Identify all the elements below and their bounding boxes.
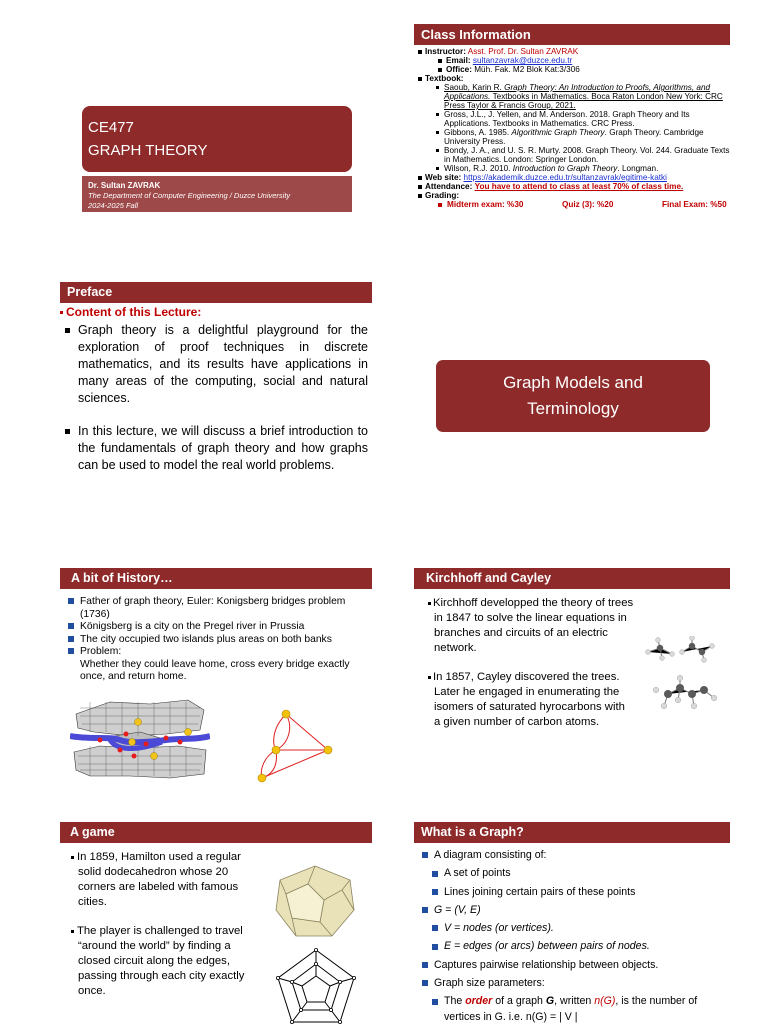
textbook-item: Gibbons, A. 1985. Algorithmic Graph Theory. Graph Theory. Cambridge University Press. <box>414 128 732 146</box>
section-title-line1: Graph Models and <box>503 373 643 392</box>
history-list <box>66 596 372 684</box>
section-title-line2: Terminology <box>527 399 619 418</box>
history-heading: A bit of History… <box>60 568 372 589</box>
what-graph-list <box>416 846 730 1024</box>
what-graph-item: E = edges (or arcs) between pairs of nodes. <box>416 937 730 955</box>
what-graph-item: Lines joining certain pairs of these points <box>416 883 730 901</box>
grade-final: Final Exam: %50 <box>662 200 727 209</box>
section-box <box>436 360 710 432</box>
game-slide <box>60 822 374 1024</box>
game-heading: A game <box>60 822 372 843</box>
course-code: CE477 <box>88 119 134 136</box>
grade-quiz: Quiz (3): %20 <box>562 200 614 209</box>
kirchhoff-body <box>424 596 634 730</box>
website-label: Web site: <box>425 173 462 182</box>
kirchhoff-heading: Kirchhoff and Cayley <box>414 568 730 589</box>
grading-row <box>414 191 732 200</box>
office-value: Müh. Fak. M2 Blok Kat:3/306 <box>474 65 580 74</box>
kirchhoff-paragraph: Kirchhoff developped the theory of trees in 1847 to solve the linear equations in branches and circuits of an electric network. <box>424 596 634 656</box>
konigsberg-graph <box>248 704 338 784</box>
class-info-heading: Class Information <box>414 24 730 45</box>
preface-list <box>60 322 368 474</box>
textbook-item: Wilson, R.J. 2010. Introduction to Graph Theory. Longman. <box>414 164 732 173</box>
kirchhoff-slide <box>414 568 732 786</box>
cayley-paragraph: In 1857, Cayley discovered the trees. Later he engaged in enumerating the isomers of saturated hyrocarbons with a given number of carbon atoms. <box>424 670 634 730</box>
preface-item: Graph theory is a delightful playground for the exploration of proof techniques in discrete mathematics, and its results have applications in many areas of the computing, social and natural sciences. <box>60 322 368 407</box>
attendance-text: You have to attend to class at least 70% of class time. <box>474 182 684 191</box>
dodecahedron-graph <box>274 948 358 1024</box>
what-graph-item: V = nodes (or vertices). <box>416 919 730 937</box>
what-graph-item: The order of a graph G, written n(G), is the number of <box>416 992 730 1010</box>
game-paragraph: The player is challenged to travel “around the world” by finding a closed circuit along the edges, passing through each city exactly once. <box>68 924 260 999</box>
title-box <box>82 106 352 172</box>
history-item: Father of graph theory, Euler: Konigsberg bridges problem (1736) <box>66 596 372 621</box>
grade-midterm: Midterm exam: %30 <box>447 200 524 209</box>
section-slide <box>436 360 712 434</box>
author-name: Dr. Sultan ZAVRAK <box>88 181 161 190</box>
game-paragraph: In 1859, Hamilton used a regular solid dodecahedron whose 20 corners are labeled with famous cities. <box>68 850 260 910</box>
content-label: Content of this Lecture: <box>60 305 201 319</box>
instructor-row <box>414 47 732 56</box>
preface-heading: Preface <box>60 282 372 303</box>
textbook-item: Gross, J.L., J. Yellen, and M. Anderson. 2018. Graph Theory and Its Applications. Textbooks in Mathematics. CRC Press. <box>414 110 732 128</box>
what-graph-item: A set of points <box>416 864 730 882</box>
dodecahedron-solid <box>272 864 358 940</box>
course-title: GRAPH THEORY <box>88 142 208 159</box>
preface-slide <box>60 282 374 492</box>
office-label: Office: <box>446 65 472 74</box>
history-item: Königsberg is a city on the Pregel river in Prussia <box>66 621 372 634</box>
history-item: Problem: <box>66 646 372 659</box>
what-graph-slide <box>414 822 732 1024</box>
class-info-slide <box>414 24 732 234</box>
textbook-row <box>414 74 732 83</box>
textbook-item: Bondy, J. A., and U. S. R. Murty. 2008. Graph Theory. Vol. 244. Graduate Texts in Mathematics. London: Springer London. <box>414 146 732 164</box>
textbook-item: Saoub, Karin R. Graph Theory: An Introduction to Proofs, Algorithms, and Applications. Textbooks in Mathematics. Boca Raton London New York: CRC Press Taylor & Francis Group, 2021. <box>414 83 732 110</box>
attendance-row <box>414 182 732 191</box>
what-graph-item: Graph size parameters: <box>416 974 730 992</box>
attendance-label: Attendance: <box>425 182 473 191</box>
grading-label: Grading: <box>425 191 460 200</box>
what-graph-item: Captures pairwise relationship between objects. <box>416 956 730 974</box>
history-item: The city occupied two islands plus areas on both banks <box>66 634 372 647</box>
preface-item: In this lecture, we will discuss a brief introduction to the fundamentals of graph theory and how graphs can be used to model the real world problems. <box>60 423 368 474</box>
website-row <box>414 173 732 182</box>
email-row <box>414 56 732 65</box>
instructor-name: Asst. Prof. Dr. Sultan ZAVRAK <box>467 47 579 56</box>
title-slide <box>70 104 355 216</box>
author-box <box>82 176 352 212</box>
what-graph-item: vertices in G. i.e. n(G) = | V | <box>444 1010 578 1023</box>
website-link[interactable]: https://akademik.duzce.edu.tr/sultanzavrak/egitime-katki <box>463 173 667 182</box>
textbook-label: Textbook: <box>425 74 464 83</box>
class-info-body <box>414 47 732 210</box>
konigsberg-map <box>70 696 210 780</box>
game-body <box>68 850 260 999</box>
office-row <box>414 65 732 74</box>
what-graph-item: A diagram consisting of: <box>416 846 730 864</box>
history-slide <box>60 568 374 786</box>
author-dept: The Department of Computer Engineering / Duzce University <box>88 191 291 200</box>
email-link[interactable]: sultanzavrak@duzce.edu.tr <box>472 56 573 65</box>
instructor-label: Instructor: <box>425 47 466 56</box>
what-graph-heading: What is a Graph? <box>414 822 730 843</box>
textbook-list <box>414 83 732 173</box>
email-label: Email: <box>446 56 471 65</box>
grading-values <box>414 200 732 210</box>
history-problem: Whether they could leave home, cross every bridge exactly once, and return home. <box>80 658 350 682</box>
what-graph-item: G = (V, E) <box>416 901 730 919</box>
term: 2024-2025 Fall <box>88 201 139 210</box>
molecule-images <box>642 636 722 726</box>
